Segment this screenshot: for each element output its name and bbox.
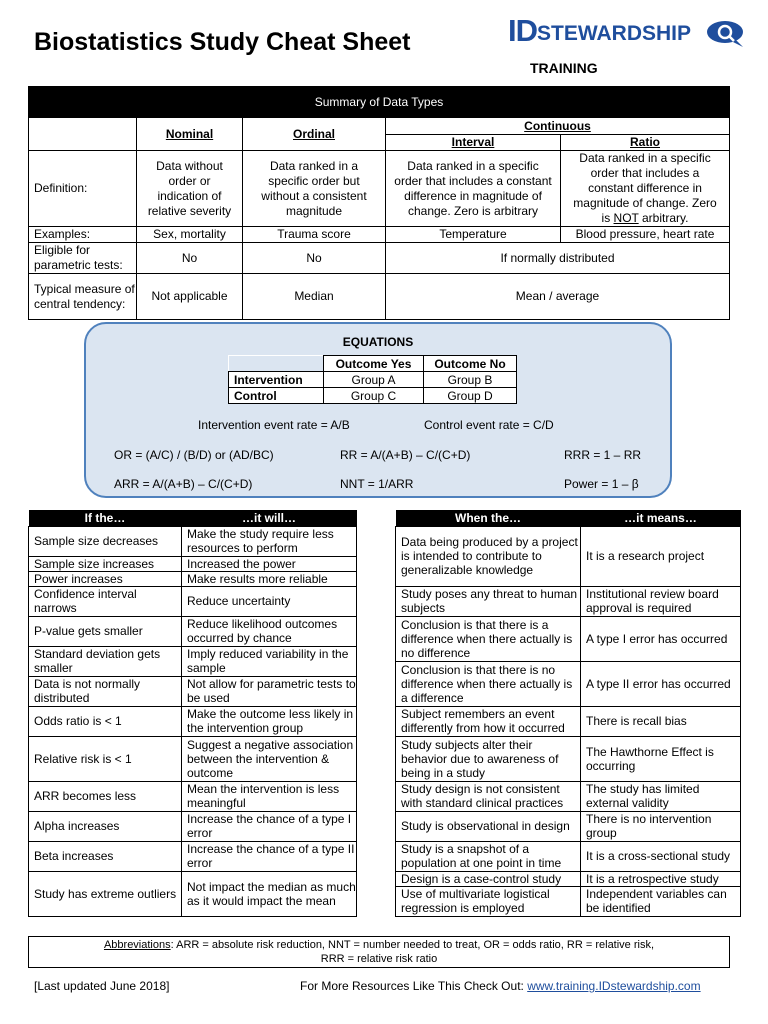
if-will-result-cell: Increased the power — [182, 556, 357, 571]
definition-ratio-pre: Data ranked in a specific order that includes a constant difference in magnitude of change. Zero is — [573, 151, 717, 225]
if-will-result-cell: Mean the intervention is less meaningful — [182, 781, 357, 811]
if-will-row — [29, 811, 357, 841]
outcome-no-header: Outcome No — [424, 356, 517, 372]
group-a-cell: Group A — [324, 372, 424, 388]
logo-id-text: ID — [508, 13, 537, 48]
equations-box — [84, 322, 672, 498]
means-header: …it means… — [581, 510, 741, 526]
ier-equation: Intervention event rate = A/B — [198, 418, 350, 432]
when-means-row — [396, 886, 741, 916]
definition-ratio-not: NOT — [613, 211, 639, 225]
group-d-cell: Group D — [424, 388, 517, 404]
eligible-continuous: If normally distributed — [386, 243, 730, 274]
when-header: When the… — [396, 510, 581, 526]
if-header: If the… — [29, 510, 182, 526]
if-will-row — [29, 571, 357, 586]
arr-equation: ARR = A/(A+B) – C/(C+D) — [114, 477, 253, 491]
when-means-condition-cell: Conclusion is that there is a difference when there actually is no difference — [396, 616, 581, 661]
definition-ordinal: Data ranked in a specific order but without a consistent magnitude — [243, 151, 386, 227]
when-means-result-cell: Independent variables can be identified — [581, 886, 741, 916]
when-means-result-cell: The Hawthorne Effect is occurring — [581, 736, 741, 781]
if-will-row — [29, 526, 357, 556]
if-will-row — [29, 586, 357, 616]
group-c-cell: Group C — [324, 388, 424, 404]
when-means-condition-cell: Study poses any threat to human subjects — [396, 586, 581, 616]
when-means-row — [396, 616, 741, 661]
when-means-condition-cell: Study is a snapshot of a population at one point in time — [396, 841, 581, 871]
eligible-label: Eligible for parametric tests: — [29, 243, 137, 274]
if-will-condition-cell: Sample size increases — [29, 556, 182, 571]
equations-title: EQUATIONS — [342, 335, 414, 349]
definition-nominal: Data without order or indication of relative severity — [137, 151, 243, 227]
examples-ordinal: Trauma score — [243, 227, 386, 243]
when-means-result-cell: There is recall bias — [581, 706, 741, 736]
when-means-condition-cell: Subject remembers an event differently from how it occurred — [396, 706, 581, 736]
if-will-condition-cell: Sample size decreases — [29, 526, 182, 556]
when-means-result-cell: The study has limited external validity — [581, 781, 741, 811]
when-means-row — [396, 781, 741, 811]
if-will-row — [29, 841, 357, 871]
eq-corner — [229, 356, 324, 372]
logo-rest-text: STEWARDSHIP — [537, 22, 692, 45]
footer-more-text: For More Resources Like This Check Out: — [300, 979, 528, 993]
if-will-row — [29, 871, 357, 916]
when-means-condition-cell: Data being produced by a project is intended to contribute to generalizable knowledge — [396, 526, 581, 586]
if-will-result-cell: Make the study require less resources to perform — [182, 526, 357, 556]
abbreviations-text-2: RRR = relative risk ratio — [320, 953, 438, 965]
if-will-result-cell: Imply reduced variability in the sample — [182, 646, 357, 676]
when-means-condition-cell: Design is a case-control study — [396, 871, 581, 886]
last-updated: [Last updated June 2018] — [34, 979, 170, 993]
brand-logo — [508, 13, 748, 80]
when-means-row — [396, 661, 741, 706]
continuous-header: Continuous — [386, 118, 730, 135]
if-will-body — [29, 526, 357, 916]
examples-ratio: Blood pressure, heart rate — [561, 227, 730, 243]
power-equation: Power = 1 – β — [564, 477, 639, 491]
when-means-row — [396, 526, 741, 586]
data-types-caption: Summary of Data Types — [29, 87, 730, 118]
central-ordinal: Median — [243, 274, 386, 320]
if-will-row — [29, 706, 357, 736]
if-will-condition-cell: Beta increases — [29, 841, 182, 871]
when-means-table — [395, 510, 741, 917]
if-will-condition-cell: Relative risk is < 1 — [29, 736, 182, 781]
when-means-row — [396, 706, 741, 736]
two-by-two-table — [228, 355, 517, 404]
definition-interval: Data ranked in a specific order that includes a constant difference in magnitude of change. Zero is arbitrary — [386, 151, 561, 227]
central-continuous: Mean / average — [386, 274, 730, 320]
definition-ratio — [561, 151, 730, 227]
if-will-result-cell: Make results more reliable — [182, 571, 357, 586]
ordinal-header: Ordinal — [243, 118, 386, 151]
examples-nominal: Sex, mortality — [137, 227, 243, 243]
abbreviations-label: Abbreviations — [103, 939, 171, 951]
control-row-label: Control — [229, 388, 324, 404]
footer-more — [300, 979, 701, 993]
examples-label: Examples: — [29, 227, 137, 243]
if-will-result-cell: Increase the chance of a type I error — [182, 811, 357, 841]
eligible-nominal: No — [137, 243, 243, 274]
outcome-yes-header: Outcome Yes — [324, 356, 424, 372]
if-will-condition-cell: Data is not normally distributed — [29, 676, 182, 706]
ratio-header: Ratio — [561, 135, 730, 151]
if-will-condition-cell: Power increases — [29, 571, 182, 586]
footer-link[interactable]: www.training.IDstewardship.com — [527, 979, 701, 993]
when-means-condition-cell: Use of multivariate logistical regression is employed — [396, 886, 581, 916]
interval-header: Interval — [386, 135, 561, 151]
if-will-row — [29, 736, 357, 781]
if-will-condition-cell: ARR becomes less — [29, 781, 182, 811]
rr-equation: RR = A/(A+B) – C/(C+D) — [340, 448, 471, 462]
logo-wordmark — [508, 13, 692, 48]
definition-ratio-post: arbitrary. — [638, 211, 689, 225]
if-will-row — [29, 781, 357, 811]
when-means-row — [396, 811, 741, 841]
if-will-result-cell: Reduce likelihood outcomes occurred by chance — [182, 616, 357, 646]
data-types-table — [28, 86, 730, 320]
if-will-table — [28, 510, 357, 917]
when-means-condition-cell: Study is observational in design — [396, 811, 581, 841]
abbreviations-text-1: : ARR = absolute risk reduction, NNT = number needed to treat, OR = odds ratio, RR = relative risk, — [170, 939, 655, 951]
when-means-condition-cell: Study subjects alter their behavior due to awareness of being in a study — [396, 736, 581, 781]
corner-cell — [29, 118, 137, 151]
definition-label: Definition: — [29, 151, 137, 227]
when-means-result-cell: A type I error has occurred — [581, 616, 741, 661]
nnt-equation: NNT = 1/ARR — [340, 477, 414, 491]
if-will-row — [29, 646, 357, 676]
examples-interval: Temperature — [386, 227, 561, 243]
intervention-row-label: Intervention — [229, 372, 324, 388]
central-label: Typical measure of central tendency: — [29, 274, 137, 320]
eligible-ordinal: No — [243, 243, 386, 274]
if-will-row — [29, 556, 357, 571]
if-will-row — [29, 676, 357, 706]
if-will-condition-cell: Odds ratio is < 1 — [29, 706, 182, 736]
when-means-result-cell: Institutional review board approval is required — [581, 586, 741, 616]
if-will-condition-cell: Confidence interval narrows — [29, 586, 182, 616]
when-means-result-cell: There is no intervention group — [581, 811, 741, 841]
rrr-equation: RRR = 1 – RR — [564, 448, 642, 462]
if-will-result-cell: Not impact the median as much as it would impact the mean — [182, 871, 357, 916]
when-means-result-cell: It is a cross-sectional study — [581, 841, 741, 871]
speech-bubble-icon — [703, 20, 745, 48]
or-equation: OR = (A/C) / (B/D) or (AD/BC) — [114, 448, 274, 462]
if-will-condition-cell: Standard deviation gets smaller — [29, 646, 182, 676]
will-header: …it will… — [182, 510, 357, 526]
when-means-condition-cell: Study design is not consistent with standard clinical practices — [396, 781, 581, 811]
if-will-result-cell: Not allow for parametric tests to be used — [182, 676, 357, 706]
page-title: Biostatistics Study Cheat Sheet — [34, 28, 411, 56]
if-will-result-cell: Reduce uncertainty — [182, 586, 357, 616]
when-means-result-cell: It is a research project — [581, 526, 741, 586]
when-means-row — [396, 586, 741, 616]
if-will-condition-cell: Alpha increases — [29, 811, 182, 841]
when-means-row — [396, 841, 741, 871]
nominal-header: Nominal — [137, 118, 243, 151]
central-nominal: Not applicable — [137, 274, 243, 320]
cer-equation: Control event rate = C/D — [424, 418, 554, 432]
if-will-condition-cell: P-value gets smaller — [29, 616, 182, 646]
when-means-row — [396, 736, 741, 781]
when-means-result-cell: It is a retrospective study — [581, 871, 741, 886]
logo-training-text: TRAINING — [530, 60, 598, 76]
when-means-row — [396, 871, 741, 886]
if-will-row — [29, 616, 357, 646]
if-will-result-cell: Make the outcome less likely in the intervention group — [182, 706, 357, 736]
group-b-cell: Group B — [424, 372, 517, 388]
when-means-body — [396, 526, 741, 916]
if-will-result-cell: Suggest a negative association between the intervention & outcome — [182, 736, 357, 781]
if-will-result-cell: Increase the chance of a type II error — [182, 841, 357, 871]
abbreviations-box — [28, 936, 730, 968]
if-will-condition-cell: Study has extreme outliers — [29, 871, 182, 916]
when-means-result-cell: A type II error has occurred — [581, 661, 741, 706]
when-means-condition-cell: Conclusion is that there is no difference when there actually is a difference — [396, 661, 581, 706]
